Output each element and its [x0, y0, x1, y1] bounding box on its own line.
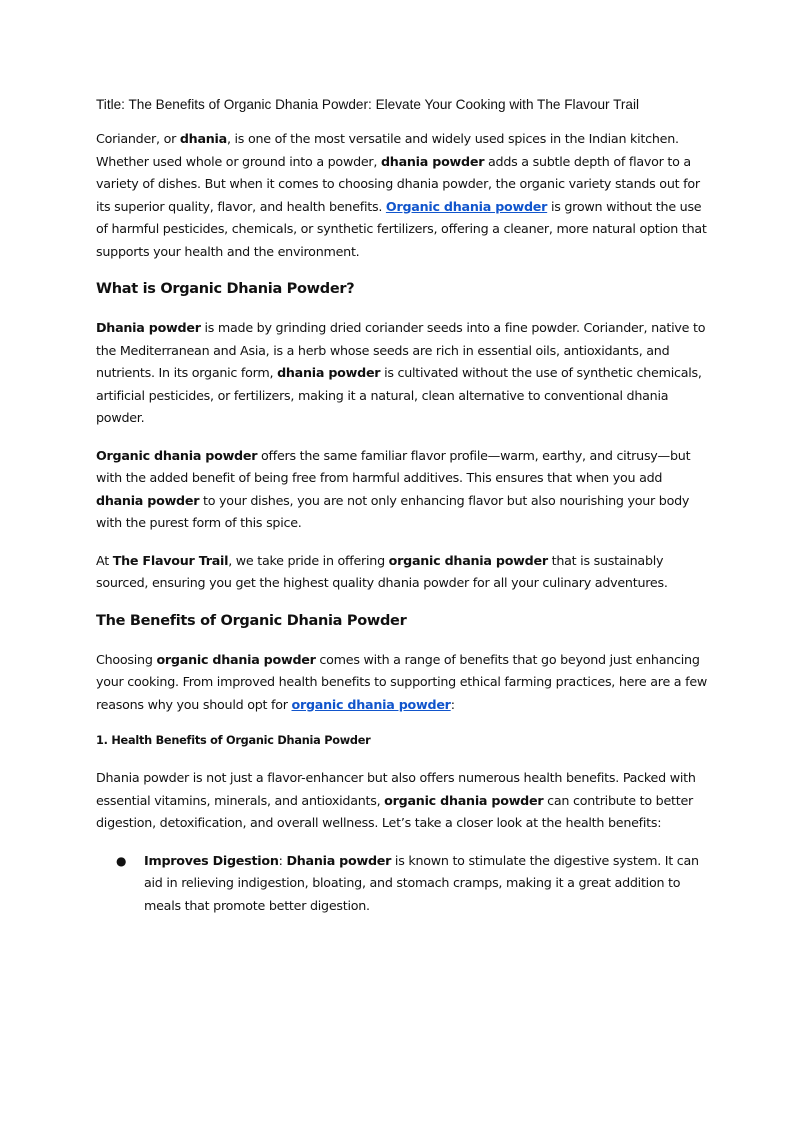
text-span: can contribute to better digestion, detoxification, and overall wellness. Let’s take a closer look at the health benefits:: [96, 792, 693, 830]
section-heading-what-is: What is Organic Dhania Powder?: [96, 281, 355, 297]
bold-term: Dhania powder: [286, 852, 392, 868]
section1-paragraph-2: [96, 445, 708, 535]
subsection-paragraph: [96, 767, 708, 835]
organic-dhania-powder-link[interactable]: organic dhania powder: [291, 696, 451, 712]
bold-term: dhania powder: [96, 492, 200, 508]
bold-term: dhania powder: [277, 365, 381, 380]
subsection-heading-health-benefits: 1. Health Benefits of Organic Dhania Powder: [96, 734, 371, 747]
text-span: is made by grinding dried coriander seeds into a fine powder. Coriander, native to the Mediterranean and Asia, is a herb whose seeds are rich in essential oils, antioxidants, and nutrients. In its organic form,: [96, 320, 706, 380]
text-span: Choosing: [96, 651, 157, 667]
text-span: to your dishes, you are not only enhancing flavor but also nourishing your body with the purest form of this spice.: [96, 492, 690, 530]
bold-term: Dhania powder: [96, 320, 201, 335]
bold-term: Organic dhania powder: [96, 447, 258, 463]
section1-paragraph-3: [96, 550, 708, 595]
bold-term: dhania powder: [380, 153, 485, 169]
text-span: adds a subtle depth of flavor to a variety of dishes. But when it comes to choosing dhania powder, the organic variety stands out for its superior quality, flavor, and health benefits.: [96, 153, 700, 214]
text-span: , is one of the most versatile and widely used spices in the Indian kitchen. Whether used whole or ground into a powder,: [96, 131, 679, 169]
health-benefits-list: [96, 850, 708, 918]
text-span: comes with a range of benefits that go beyond just enhancing your cooking. From improved health benefits to supporting ethical farming practices, here are a few reasons why you should opt for: [96, 651, 708, 712]
bold-term: The Flavour Trail: [112, 552, 229, 568]
bold-term: dhania: [179, 131, 227, 146]
document-content: [96, 93, 708, 917]
text-span: Coriander, or: [96, 131, 180, 146]
bullet-icon: ●: [116, 853, 127, 868]
bold-term: organic dhania powder: [384, 792, 544, 808]
section1-paragraph-1: [96, 317, 708, 430]
bold-term: organic dhania powder: [388, 552, 548, 568]
text-span: Dhania powder is not just a flavor-enhancer but also offers numerous health benefits. Packed with essential vitamins, minerals, and antioxidants,: [96, 770, 696, 808]
bullet-label: Improves Digestion: [144, 852, 279, 868]
section-heading-benefits: The Benefits of Organic Dhania Powder: [96, 612, 407, 629]
text-span: At: [96, 552, 113, 568]
intro-paragraph: [96, 128, 708, 263]
text-span: is cultivated without the use of synthetic chemicals, artificial pesticides, or fertilizers, making it a natural, clean alternative to conventional dhania powder.: [96, 365, 702, 425]
section2-paragraph-1: [96, 649, 708, 717]
organic-dhania-powder-link[interactable]: Organic dhania powder: [385, 198, 548, 214]
text-span: is grown without the use of harmful pesticides, chemicals, or synthetic fertilizers, offering a cleaner, more natural option that supports your health and the environment.: [96, 198, 707, 259]
text-span: that is sustainably sourced, ensuring you get the highest quality dhania powder for all your culinary adventures.: [96, 552, 668, 590]
text-span: , we take pride in offering: [228, 552, 389, 568]
text-span: offers the same familiar flavor profile—warm, earthy, and citrusy—but with the added benefit of being free from harmful additives. This ensures that when you add: [96, 447, 691, 485]
document-title: Title: The Benefits of Organic Dhania Powder: Elevate Your Cooking with The Flavour Trail: [96, 97, 640, 112]
list-item: [96, 850, 708, 918]
text-span: is known to stimulate the digestive system. It can aid in relieving indigestion, bloating, and stomach cramps, making it a great addition to meals that promote better digestion.: [144, 852, 699, 913]
text-span: :: [450, 696, 455, 712]
bold-term: organic dhania powder: [156, 651, 316, 667]
text-span: :: [278, 852, 287, 868]
